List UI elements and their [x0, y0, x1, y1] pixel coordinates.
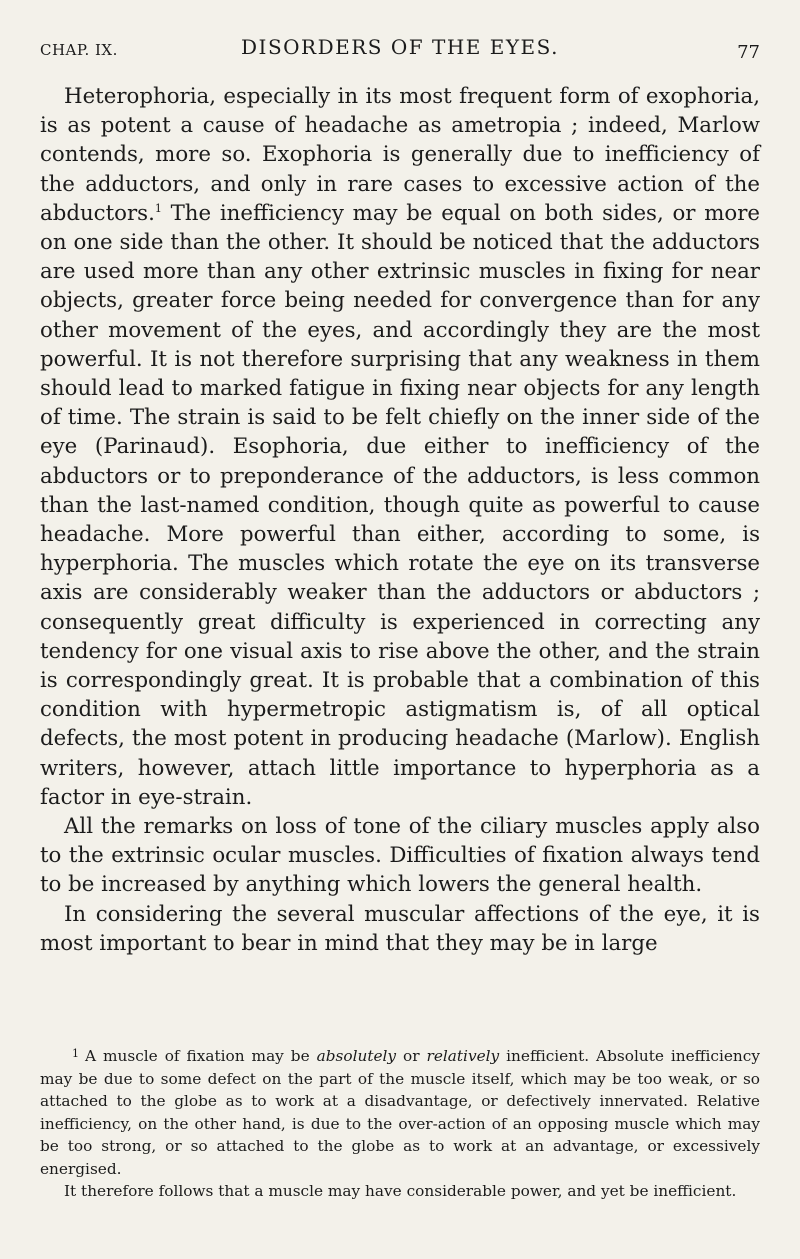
running-head: [40, 33, 760, 63]
footnote-reference: 1: [154, 201, 162, 215]
footnote-1-continuation: It therefore follows that a muscle may have considerable power, and yet be inefficient.: [64, 1182, 737, 1200]
footnote-text: or: [396, 1047, 427, 1065]
footnote-emphasis: relatively: [426, 1047, 500, 1065]
page-number: 77: [737, 42, 760, 63]
paragraph-heterophoria: [40, 82, 760, 812]
paragraph-text: Heterophoria, especially in its most frequent form of exophoria, is as potent a cause of headache as ametropia ; indeed, Marlow contends, more so. Exophoria is generally due to inefficiency of the adductors, and only in rare cases to excessive action of the abductors.: [40, 84, 760, 226]
footnote-text: inefficient. Absolute inefficiency may be due to some defect on the part of the muscle itself, which may be too weak, or so attached to the globe as to work at a disadvantage, or defectively innervated. Relative inefficiency, on the other hand, is due to the over-action of an opposing muscle which may be too strong, or so attached to the globe as to work at an advantage, or excessively energised.: [40, 1047, 760, 1178]
main-text: [40, 82, 760, 958]
paragraph-muscular-affections: In considering the several muscular affections of the eye, it is most important to bear in mind that they may be in large: [40, 901, 760, 956]
paragraph-extrinsic-muscles: All the remarks on loss of tone of the ciliary muscles apply also to the extrinsic ocular muscles. Difficulties of fixation always tend to be increased by anything which lowers the general health.: [40, 814, 760, 898]
footnote-text: A muscle of fixation may be: [85, 1047, 317, 1065]
footnote-mark: 1: [72, 1047, 79, 1060]
page-title: DISORDERS OF THE EYES.: [241, 35, 559, 59]
footnote-emphasis: absolutely: [316, 1047, 397, 1065]
paragraph-text: The inefficiency may be equal on both sides, or more on one side than the other. It should be noticed that the adductors are used more than any other extrinsic muscles in fixing for near objects, greater force being needed for convergence than for any other movement of the eyes, and accordingly they are the most powerful. It is not therefore surprising that any weakness in them should lead to marked fatigue in fixing near objects for any length of time. The strain is said to be felt chiefly on the inner side of the eye (Parinaud). Esophoria, due either to inefficiency of the abductors or to preponderance of the adductors, is less common than the last-named condition, though quite as powerful to cause headache. More powerful than either, according to some, is hyperphoria. The muscles which rotate the eye on its transverse axis are considerably weaker than the adductors or abductors ; consequently great difficulty is experienced in correcting any tendency for one visual axis to rise above the other, and the strain is correspondingly great. It is probable that a combination of this condition with hypermetropic astigmatism is, of all optical defects, the most potent in producing headache (Marlow). English writers, however, attach little importance to hyperphoria as a factor in eye-strain.: [40, 200, 760, 810]
footnotes: [40, 1043, 760, 1203]
chapter-label: CHAP. IX.: [40, 41, 118, 59]
footnote-1: [40, 1043, 760, 1180]
